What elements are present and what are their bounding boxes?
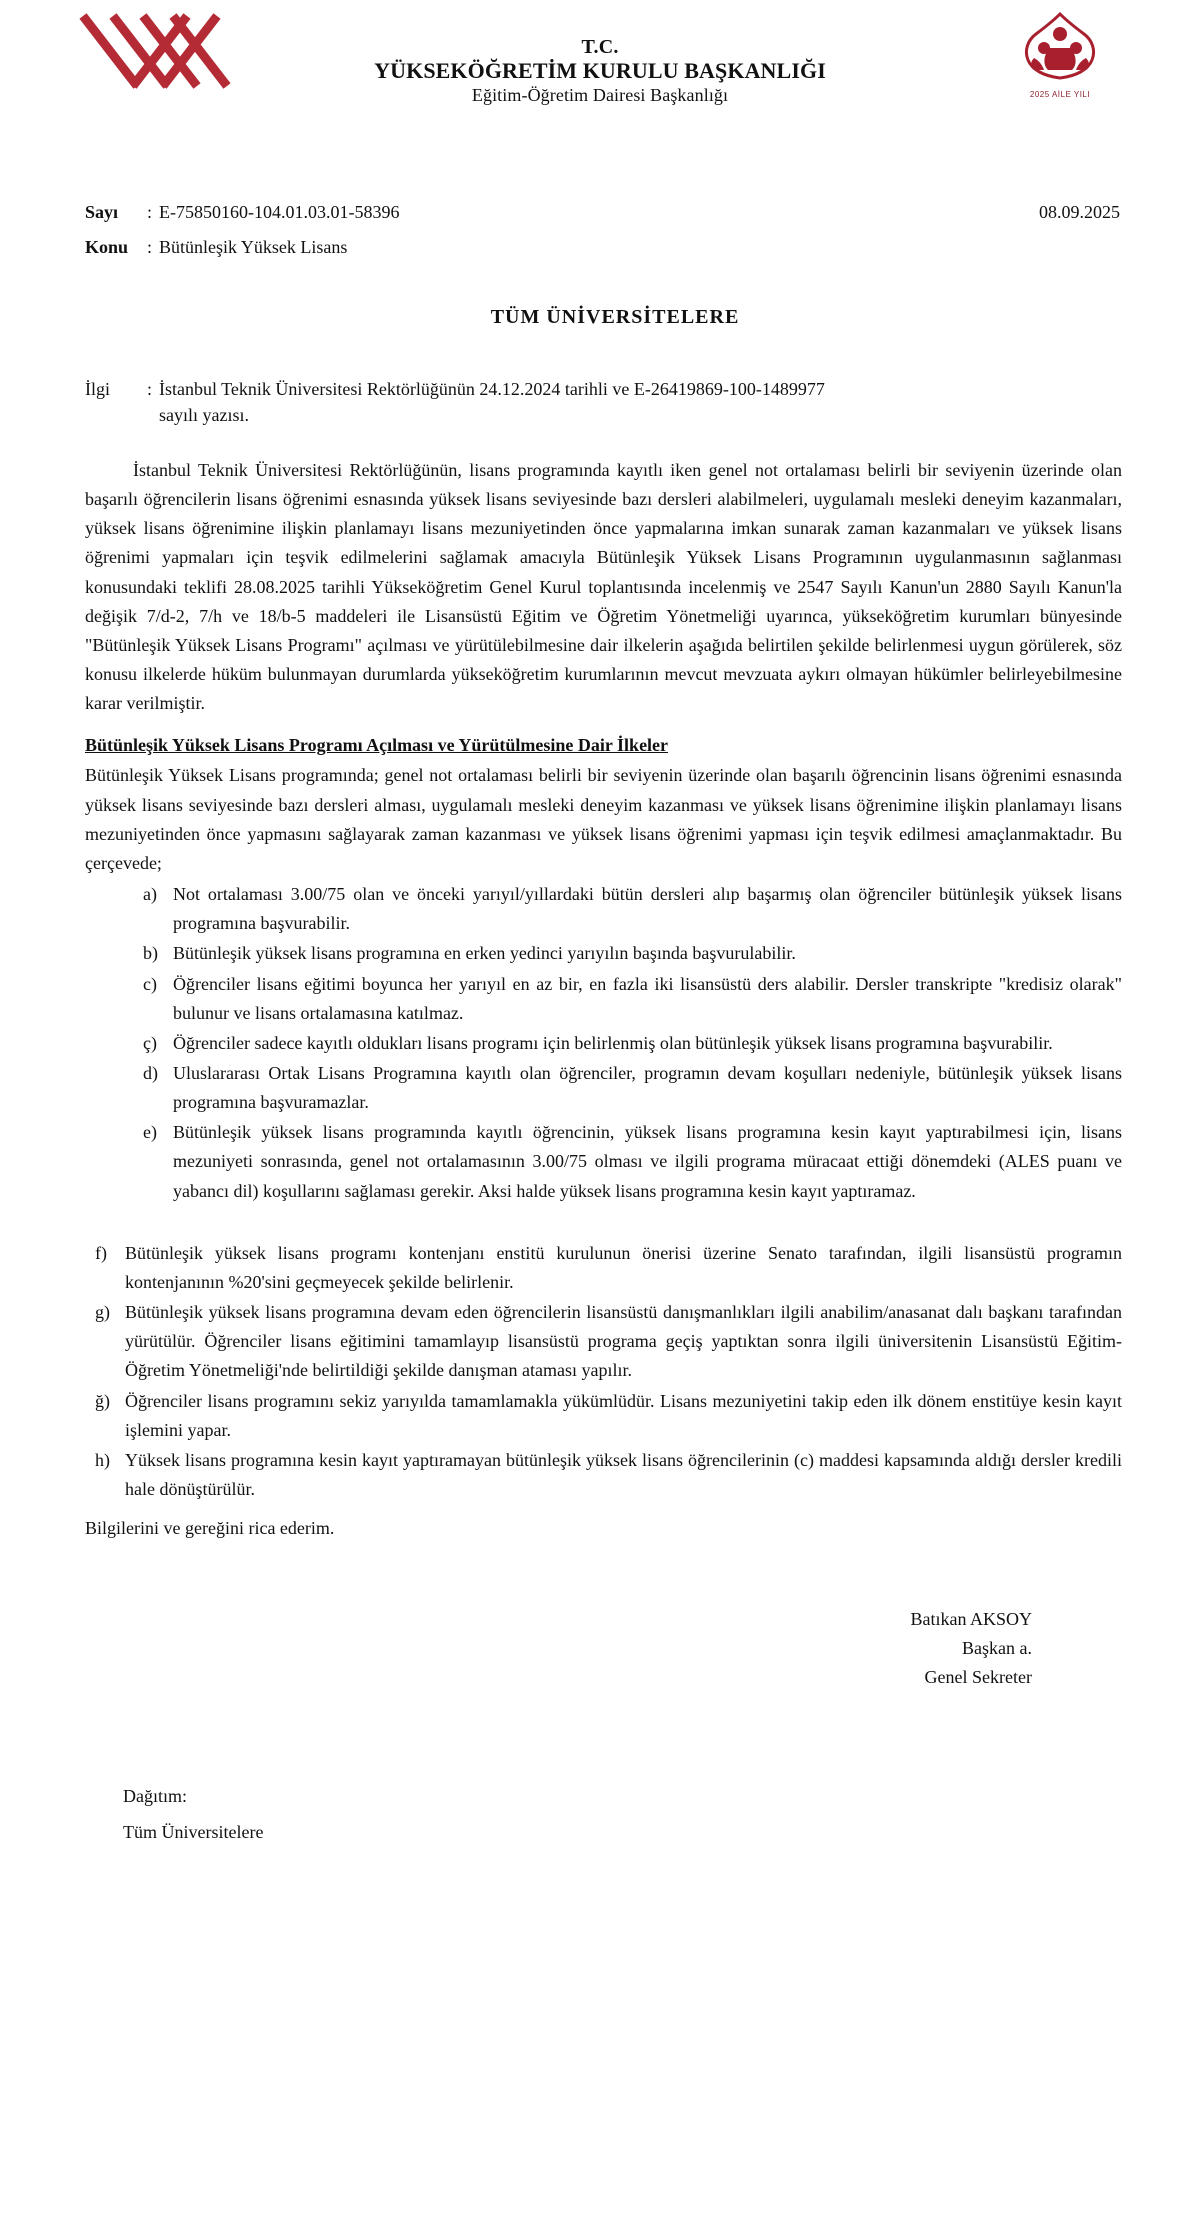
- list-item-text: Bütünleşik yüksek lisans programına en erken yedinci yarıyılın başında başvurulabilir.: [173, 943, 796, 964]
- list-item: [143, 1118, 1122, 1205]
- list-item-text: Öğrenciler sadece kayıtlı oldukları lisans programı için belirlenmiş olan bütünleşik yüksek lisans programına başvurabilir.: [173, 1032, 1053, 1053]
- list-item: [143, 880, 1122, 938]
- list-item-marker: b): [143, 943, 158, 964]
- ilgi-row: [85, 379, 1120, 400]
- document-date: 08.09.2025: [1039, 202, 1120, 222]
- list-item-text: Uluslararası Ortak Lisans Programına kayıtlı olan öğrenciler, programın devam koşulları nedeniyle, bütünleşik yüksek lisans programına başvuramazlar.: [173, 1062, 1122, 1113]
- document-meta: [85, 202, 1120, 258]
- list-item-text: Bütünleşik yüksek lisans programında kayıtlı öğrencinin, yüksek lisans programına kesin kayıt yaptırabilmesi için, lisans mezuniyeti sonrasında, genel not ortalamasının 3.00/75 olması ve ilgili programa müracaat ettiği dönemdeki (ALES puanı ve yabancı dil) koşullarını sağlaması gerekir. Aksi halde yüksek lisans programına kesin kayıt yaptıramaz.: [173, 1122, 1122, 1201]
- list-item: [95, 1446, 1122, 1504]
- list-item-text: Öğrenciler lisans programını sekiz yarıyılda tamamlamakla yükümlüdür. Lisans mezuniyetini takip eden ilk dönem enstitüye kesin kayıt işlemini yapar.: [125, 1390, 1122, 1440]
- list-item: [143, 1029, 1122, 1058]
- aile-yili-caption: 2025 AİLE YILI: [1029, 90, 1091, 99]
- list-item-marker: e): [143, 1122, 157, 1143]
- ilgi-line-2: sayılı yazısı.: [159, 405, 249, 425]
- signer-title-2: Genel Sekreter: [924, 1667, 1032, 1688]
- recipient-line: TÜM ÜNİVERSİTELERE: [490, 306, 740, 328]
- sayi-label: Sayı: [85, 202, 119, 222]
- section-heading-ilkeler: Bütünleşik Yüksek Lisans Programı Açılması ve Yürütülmesine Dair İlkeler: [85, 735, 669, 756]
- ilgi-line-1: İstanbul Teknik Üniversitesi Rektörlüğünün 24.12.2024 tarihli ve E-26419869-100-1489977: [159, 379, 825, 399]
- list-item: [95, 1387, 1122, 1445]
- list-item-marker: d): [143, 1062, 158, 1083]
- ilgi-colon: :: [147, 379, 153, 399]
- list-item-text: Bütünleşik yüksek lisans programı kontenjanı enstitü kurulunun önerisi üzerine Senato tarafından, ilgili lisansüstü programın kontenjanının %20'sini geçmeyecek şekilde belirlenir.: [125, 1242, 1122, 1292]
- signer-name: Batıkan AKSOY: [910, 1608, 1032, 1629]
- meta-row-konu: [85, 237, 1120, 258]
- distribution-block: [123, 1778, 1122, 1850]
- section-gap: [85, 1207, 1122, 1237]
- document-body: [85, 456, 1122, 1850]
- konu-colon: :: [147, 237, 153, 257]
- signer-title-1: Başkan a.: [962, 1638, 1032, 1659]
- header-organization: YÜKSEKÖĞRETİM KURULU BAŞKANLIĞI: [374, 58, 826, 84]
- list-item-text: Öğrenciler lisans eğitimi boyunca her yarıyıl en az bir, en fazla iki lisansüstü ders alabilir. Dersler transkripte "kredisiz olarak" bulunur ve lisans ortalamasına katılmaz.: [173, 973, 1122, 1023]
- list-item-text: Yüksek lisans programına kesin kayıt yaptıramayan bütünleşik yüksek lisans öğrencilerinin (c) maddesi kapsamında aldığı dersler kredili hale dönüştürülür.: [125, 1449, 1122, 1499]
- aile-yili-logo: [1000, 8, 1120, 103]
- list-item-marker: ğ): [95, 1390, 110, 1411]
- signature-block: [85, 1605, 1122, 1692]
- konu-label: Konu: [85, 237, 129, 257]
- list-item-marker: g): [95, 1302, 110, 1323]
- list-item-marker: ç): [143, 1032, 157, 1053]
- list-item: [95, 1298, 1122, 1385]
- header-tc: T.C.: [581, 36, 619, 58]
- sayi-value: E-75850160-104.01.03.01-58396: [159, 202, 400, 222]
- list-item-marker: f): [95, 1242, 107, 1263]
- sayi-colon: :: [147, 202, 153, 222]
- konu-value: Bütünleşik Yüksek Lisans: [159, 237, 348, 257]
- ilgi-label: İlgi: [85, 379, 110, 399]
- distribution-value: Tüm Üniversitelere: [123, 1822, 264, 1843]
- distribution-label: Dağıtım:: [123, 1786, 187, 1807]
- meta-row-sayi: [85, 202, 1120, 223]
- list-item: [143, 970, 1122, 1028]
- list-item-marker: a): [143, 884, 157, 905]
- list-item: [143, 939, 1122, 968]
- list-item-marker: h): [95, 1449, 110, 1470]
- items-group-2: [95, 1239, 1122, 1504]
- list-item-text: Not ortalaması 3.00/75 olan ve önceki yarıyıl/yıllardaki bütün dersleri alıp başarmış olan öğrenciler bütünleşik yüksek lisans programına başvurabilir.: [173, 884, 1122, 934]
- closing-line: Bilgilerini ve gereğini rica ederim.: [85, 1518, 335, 1539]
- ilgi-block: [85, 379, 1120, 426]
- header-department: Eğitim-Öğretim Dairesi Başkanlığı: [471, 84, 729, 105]
- list-item-marker: c): [143, 973, 157, 994]
- items-group-1: [143, 880, 1122, 1206]
- list-item: [143, 1059, 1122, 1117]
- body-paragraph-1: İstanbul Teknik Üniversitesi Rektörlüğünün, lisans programında kayıtlı iken genel not ortalaması belirli bir seviyenin üzerinde olan başarılı öğrencilerin lisans öğrenimi esnasında yüksek lisans seviyesinde bazı dersleri alabilmeleri, uygulamalı mesleki deneyim kazanmaları, yüksek lisans öğrenimine ilişkin planlamayı lisans mezuniyetinden önce yapmalarına imkan sunarak zaman kazanmaları ve yüksek lisans öğrenimi yapmaları için teşvik edilmelerini sağlamak amacıyla Bütünleşik Yüksek Lisans Programının uygulanmasının sağlanması konusundaki teklifi 28.08.2025 tarihli Yükseköğretim Genel Kurul toplantısında incelenmiş ve 2547 Sayılı Kanun'un 2880 Sayılı Kanun'la değişik 7/d-2, 7/h ve 18/b-5 maddeleri ile Lisansüstü Eğitim ve Öğretim Yönetmeliği uyarınca, yükseköğretim kurumları bünyesinde "Bütünleşik Yüksek Lisans Programı" açılması ve yürütülebilmesine dair ilkelerin aşağıda belirtilen şekilde belirlenmesi uygun görülerek, söz konusu ilkelerde hüküm bulunmayan durumlarda yükseköğretim kurumlarının mevcut mevzuata aykırı olmayan hükümler belirleyebilmesine karar verilmiştir.: [85, 460, 1122, 714]
- list-item-text: Bütünleşik yüksek lisans programına devam eden öğrencilerin lisansüstü danışmanlıkları ilgili anabilim/anasanat dalı başkanı tarafından yürütülür. Öğrenciler lisans eğitimini tamamlayıp lisansüstü programa geçiş yaptıktan sonra ilgili üniversitenin Lisansüstü Eğitim-Öğretim Yönetmeliği'nde belirtildiği şekilde danışman ataması yapılır.: [125, 1302, 1122, 1381]
- body-paragraph-2: Bütünleşik Yüksek Lisans programında; genel not ortalaması belirli bir seviyenin üzerinde olan başarılı öğrencinin lisans öğrenimi esnasında yüksek lisans seviyesinde bazı dersleri alması, uygulamalı mesleki deneyim kazanması ve yüksek lisans öğrenimine ilişkin planlamayı lisans mezuniyetinden önce yapmasını sağlayarak zaman kazanması ve yüksek lisans öğrenimi yapması için teşvik edilmesi amaçlanmaktadır. Bu çerçevede;: [85, 765, 1122, 873]
- list-item: [95, 1239, 1122, 1297]
- document-header: [0, 0, 1200, 150]
